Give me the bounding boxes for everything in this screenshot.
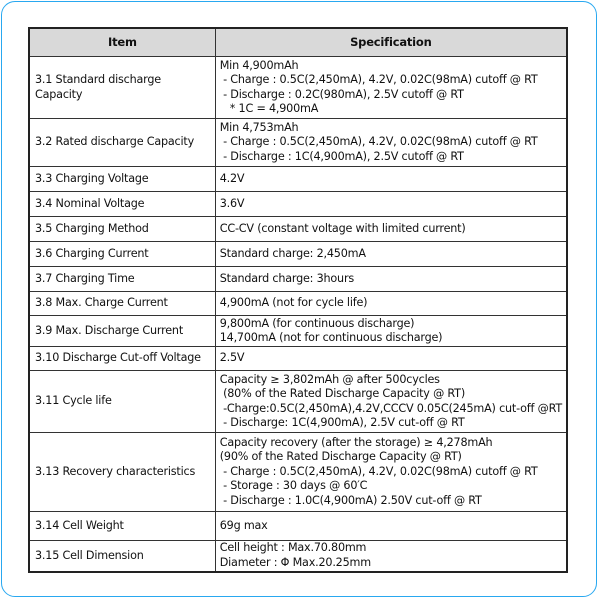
spec-line: - Charge : 0.5C(2,450mA), 4.2V, 0.02C(98mA) cutoff @ RT [219,135,538,149]
spec-cell [215,347,567,371]
spec-line: Standard charge: 3hours [219,271,354,285]
spec-line: 4,900mA (not for cycle life) [219,296,368,310]
spec-cell [215,292,567,316]
item-cell: 3.15 Cell Dimension [29,541,215,572]
spec-line: - Discharge : 0.2C(980mA), 2.5V cutoff @ RT [219,87,464,101]
spec-line: Diameter : Φ Max.20.25mm [219,555,371,569]
item-cell: 3.11 Cycle life [29,371,215,433]
item-cell: 3.5 Charging Method [29,217,215,242]
spec-line: -Charge:0.5C(2,450mA),4.2V,CCCV 0.05C(245mA) cut-off @RT [219,401,562,415]
item-cell: 3.1 Standard discharge Capacity [29,57,215,119]
spec-line: - Discharge : 1C(4,900mA), 2.5V cutoff @ RT [219,149,464,163]
spec-cell [215,119,567,167]
spec-cell [215,242,567,267]
spec-line: Capacity recovery (after the storage) ≥ 4,278mAh [219,435,493,449]
table-header-row [29,28,567,57]
table-row [29,347,567,371]
spec-line: 2.5V [219,351,245,365]
spec-line: Min 4,753mAh [219,120,299,134]
spec-line: 4.2V [219,171,245,185]
spec-cell [215,57,567,119]
table-row [29,119,567,167]
item-cell: 3.14 Cell Weight [29,512,215,541]
item-cell: 3.2 Rated discharge Capacity [29,119,215,167]
table-row [29,433,567,512]
spec-line: - Charge : 0.5C(2,450mA), 4.2V, 0.02C(98mA) cutoff @ RT [219,73,538,86]
table-row [29,267,567,292]
spec-line: Cell height : Max.70.80mm [219,541,367,555]
spec-cell [215,433,567,512]
spec-line: CC-CV (constant voltage with limited current) [219,221,466,235]
item-cell: 3.13 Recovery characteristics [29,433,215,512]
table-row [29,371,567,433]
spec-line: 9,800mA (for continuous discharge) [219,316,415,330]
spec-cell [215,167,567,192]
item-cell: 3.4 Nominal Voltage [29,192,215,217]
spec-line: 69g max [219,518,268,532]
spec-line: Capacity ≥ 3,802mAh @ after 500cycles [219,372,440,386]
spec-cell [215,192,567,217]
table-row [29,316,567,347]
table-row [29,292,567,316]
spec-cell [215,217,567,242]
item-cell: 3.8 Max. Charge Current [29,292,215,316]
item-cell: 3.3 Charging Voltage [29,167,215,192]
spec-line: (80% of the Rated Discharge Capacity @ RT) [219,387,465,400]
spec-line: - Storage : 30 days @ 60′C [219,479,368,493]
spec-line: Standard charge: 2,450mA [219,246,366,260]
item-cell: 3.9 Max. Discharge Current [29,316,215,347]
table-row [29,217,567,242]
table-row [29,57,567,119]
table-row [29,541,567,572]
spec-line: - Discharge: 1C(4,900mA), 2.5V cut-off @ RT [219,416,465,429]
spec-table [28,27,568,573]
spec-cell [215,541,567,572]
table-row [29,242,567,267]
spec-line: - Discharge : 1.0C(4,900mA) 2.50V cut-off @ RT [219,493,482,507]
item-cell: 3.7 Charging Time [29,267,215,292]
spec-line: 14,700mA (not for continuous discharge) [219,331,443,344]
spec-cell [215,371,567,433]
item-cell: 3.6 Charging Current [29,242,215,267]
table-row [29,192,567,217]
header-item: Item [29,28,215,57]
spec-line: (90% of the Rated Discharge Capacity @ RT) [219,450,462,464]
spec-line: 3.6V [219,196,245,210]
spec-cell [215,512,567,541]
table-row [29,512,567,541]
spec-cell [215,316,567,347]
table-row [29,167,567,192]
spec-cell [215,267,567,292]
item-cell: 3.10 Discharge Cut-off Voltage [29,347,215,371]
spec-line: - Charge : 0.5C(2,450mA), 4.2V, 0.02C(98mA) cutoff @ RT [219,464,538,478]
spec-line: Min 4,900mAh [219,58,299,72]
header-specification: Specification [215,28,567,57]
spec-line: * 1C = 4,900mA [219,102,319,115]
